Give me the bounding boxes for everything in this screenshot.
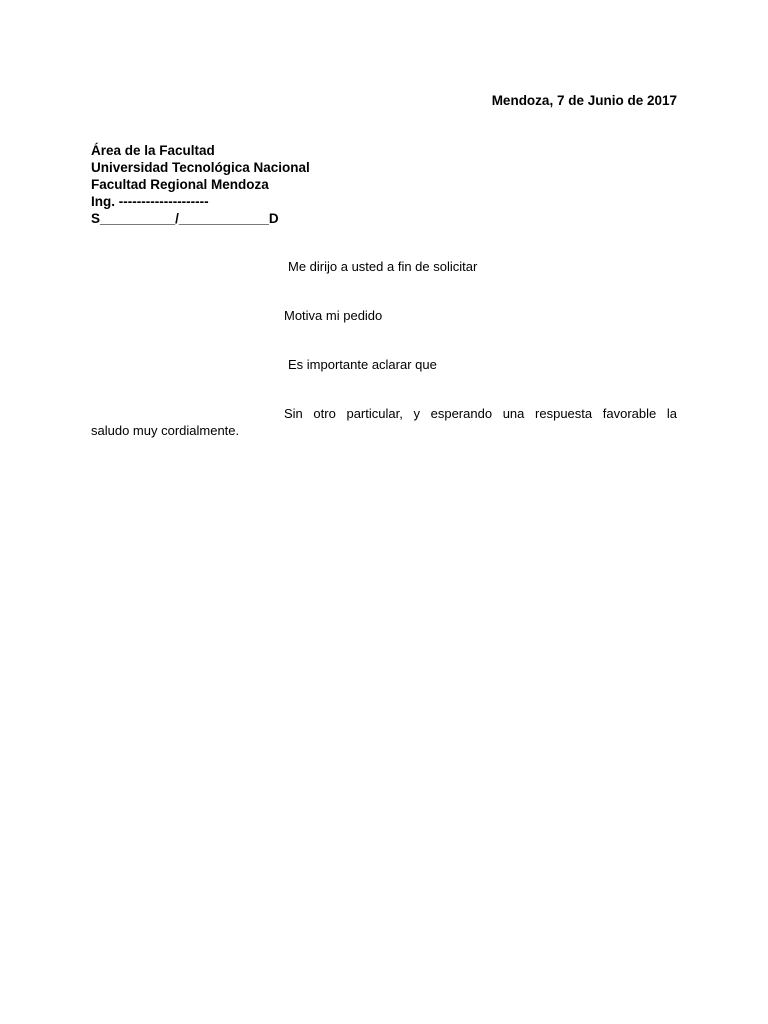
letter-date: Mendoza, 7 de Junio de 2017 — [491, 93, 677, 108]
addressee-engineer: Ing. -------------------- — [91, 194, 209, 209]
closing-line-2: saludo muy cordialmente. — [91, 423, 240, 438]
closing-line-1: Sin otro particular, y esperando una respuesta favorable la — [284, 406, 677, 421]
addressee-block — [91, 142, 310, 227]
addressee-area: Área de la Facultad — [91, 143, 215, 158]
body-paragraph-clarification: Es importante aclarar que — [288, 357, 437, 372]
body-paragraph-motive: Motiva mi pedido — [284, 308, 383, 323]
closing-paragraph — [91, 405, 677, 439]
body-paragraph-request: Me dirijo a usted a fin de solicitar — [288, 259, 478, 274]
addressee-salutation: S__________/____________D — [91, 211, 279, 226]
addressee-faculty: Facultad Regional Mendoza — [91, 177, 269, 192]
addressee-university: Universidad Tecnológica Nacional — [91, 160, 310, 175]
